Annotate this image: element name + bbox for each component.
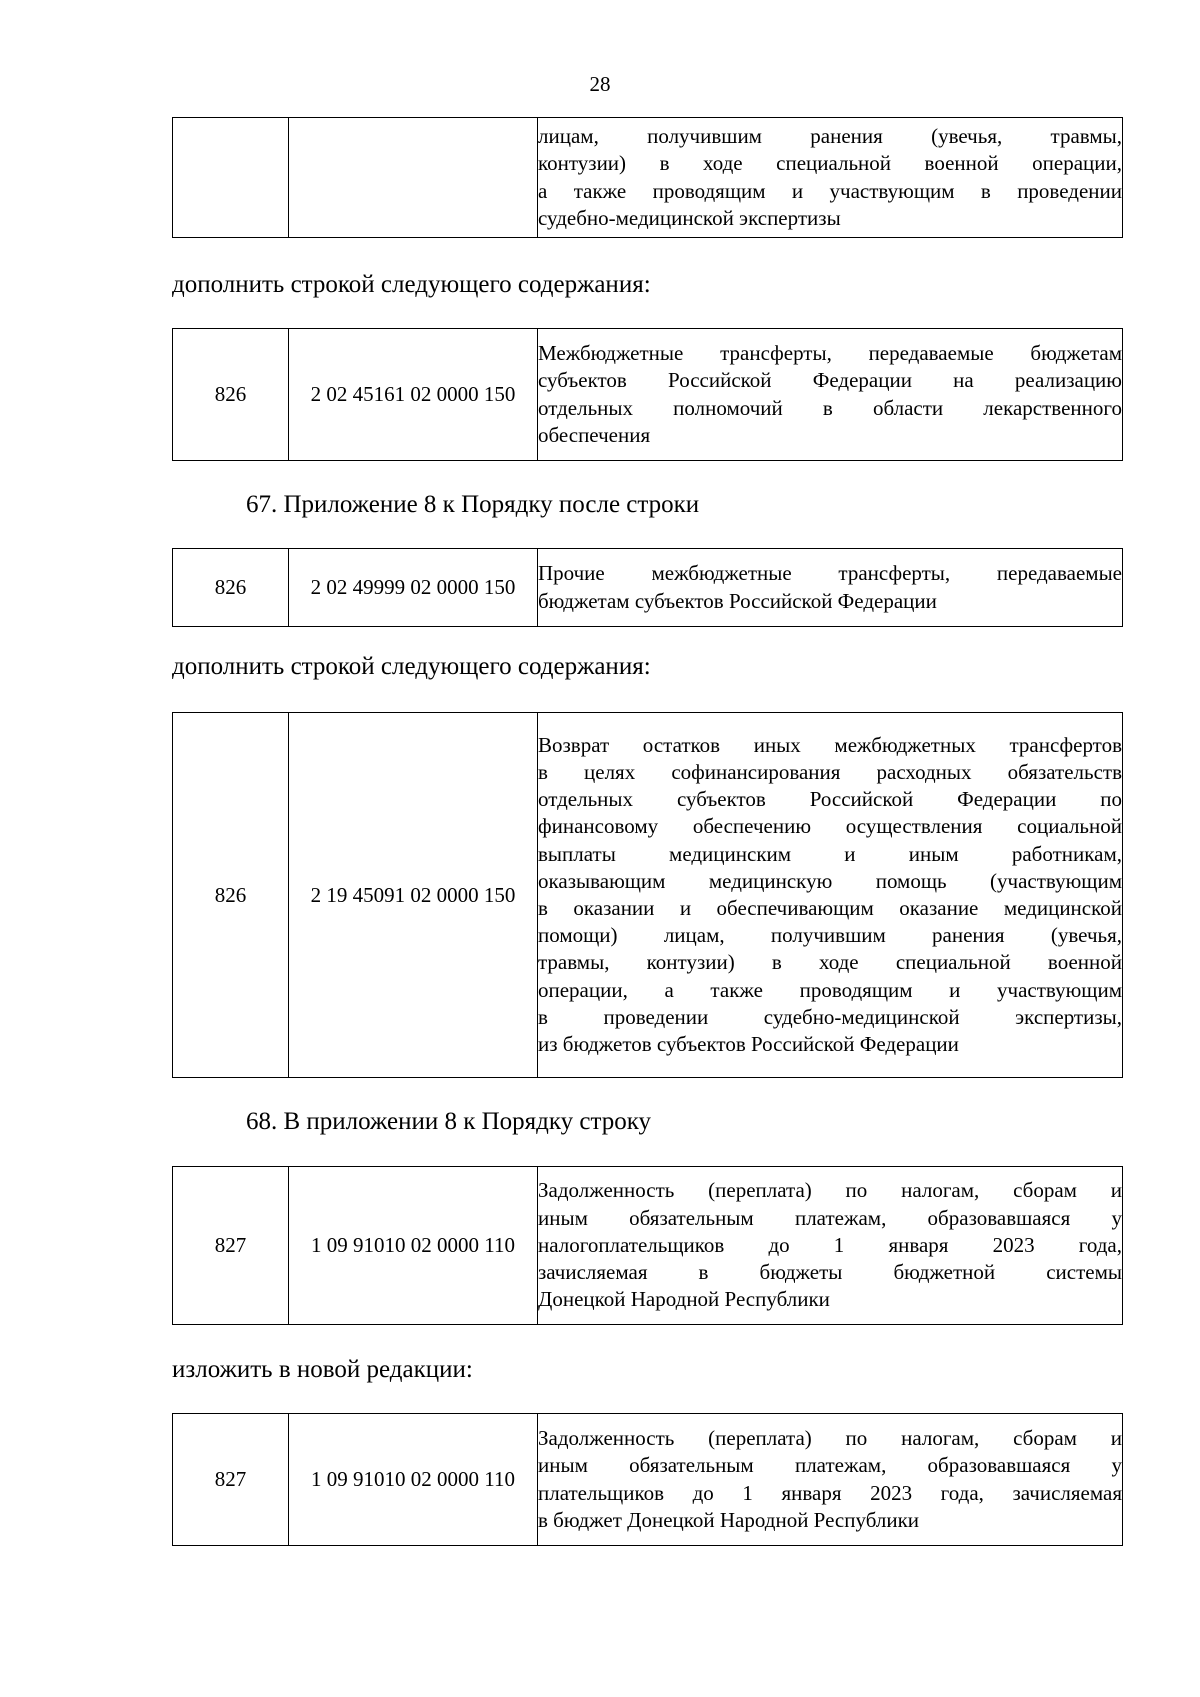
description-line: иным обязательным платежам, образовавшаяся у	[538, 1205, 1122, 1230]
description-line: обеспечения	[538, 422, 651, 447]
description-cell	[538, 118, 1123, 238]
description-line: выплаты медицинским и иным работникам,	[538, 841, 1122, 866]
description-line: Задолженность (переплата) по налогам, сборам и	[538, 1426, 1122, 1451]
code-cell: 826	[173, 549, 289, 627]
description-line: лицам, получившим ранения (увечья, травмы,	[538, 124, 1122, 149]
description-line: судебно-медицинской экспертизы	[538, 205, 841, 230]
table-row-826-45091	[172, 712, 1123, 1078]
description-cell	[538, 1167, 1123, 1325]
kbk-cell: 2 02 45161 02 0000 150	[289, 329, 538, 461]
description-cell	[538, 1414, 1123, 1546]
description-line: в проведении судебно-медицинской экспертизы,	[538, 1004, 1122, 1029]
description-line: Возврат остатков иных межбюджетных трансфертов	[538, 732, 1122, 757]
description-line: отдельных субъектов Российской Федерации по	[538, 787, 1122, 812]
description-line: операции, а также проводящим и участвующим	[538, 977, 1122, 1002]
description-line: субъектов Российской Федерации на реализацию	[538, 368, 1122, 393]
table-row-826-49999	[172, 548, 1123, 627]
description-cell	[538, 329, 1123, 461]
code-cell: 827	[173, 1167, 289, 1325]
code-cell: 826	[173, 329, 289, 461]
description-cell	[538, 549, 1123, 627]
code-cell: 826	[173, 713, 289, 1078]
paragraph-67: 67. Приложение 8 к Порядку после строки	[246, 491, 700, 518]
description-line: оказывающим медицинскую помощь (участвующим	[538, 868, 1122, 893]
code-cell: 827	[173, 1414, 289, 1546]
description-line: Донецкой Народной Республики	[538, 1287, 830, 1312]
kbk-cell: 2 02 49999 02 0000 150	[289, 549, 538, 627]
kbk-cell: 1 09 91010 02 0000 110	[289, 1414, 538, 1546]
description-line: плательщиков до 1 января 2023 года, зачисляемая	[538, 1480, 1122, 1505]
description-line: отдельных полномочий в области лекарственного	[538, 395, 1122, 420]
kbk-cell: 1 09 91010 02 0000 110	[289, 1167, 538, 1325]
paragraph-new-edition: изложить в новой редакции:	[172, 1356, 473, 1383]
description-line: контузии) в ходе специальной военной операции,	[538, 151, 1122, 176]
description-line: Межбюджетные трансферты, передаваемые бюджетам	[538, 341, 1122, 366]
description-line: из бюджетов субъектов Российской Федерации	[538, 1032, 959, 1057]
description-line: травмы, контузии) в ходе специальной военной	[538, 950, 1122, 975]
description-cell	[538, 713, 1123, 1078]
description-line: помощи) лицам, получившим ранения (увечья,	[538, 923, 1122, 948]
description-line: в бюджет Донецкой Народной Республики	[538, 1507, 920, 1532]
table-row-continued	[172, 117, 1123, 238]
description-line: иным обязательным платежам, образовавшаяся у	[538, 1453, 1122, 1478]
paragraph-add-row: дополнить строкой следующего содержания:	[172, 653, 651, 680]
paragraph-68: 68. В приложении 8 к Порядку строку	[246, 1108, 652, 1135]
code-cell	[173, 118, 289, 238]
kbk-cell: 2 19 45091 02 0000 150	[289, 713, 538, 1078]
description-line: Задолженность (переплата) по налогам, сборам и	[538, 1178, 1122, 1203]
description-line: в целях софинансирования расходных обязательств	[538, 759, 1122, 784]
paragraph-add-row: дополнить строкой следующего содержания:	[172, 271, 651, 298]
description-line: налогоплательщиков до 1 января 2023 года,	[538, 1232, 1122, 1257]
description-line: а также проводящим и участвующим в проведении	[538, 178, 1122, 203]
description-line: Прочие межбюджетные трансферты, передаваемые	[538, 561, 1122, 586]
kbk-cell	[289, 118, 538, 238]
description-line: в оказании и обеспечивающим оказание медицинской	[538, 896, 1122, 920]
table-row-826-45161	[172, 328, 1123, 461]
description-line: зачисляемая в бюджеты бюджетной системы	[538, 1260, 1122, 1285]
page-number: 28	[589, 72, 611, 96]
table-row-827-old	[172, 1166, 1123, 1325]
description-line: финансовому обеспечению осуществления социальной	[538, 814, 1122, 839]
description-line: бюджетам субъектов Российской Федерации	[538, 588, 937, 613]
table-row-827-new	[172, 1413, 1123, 1546]
